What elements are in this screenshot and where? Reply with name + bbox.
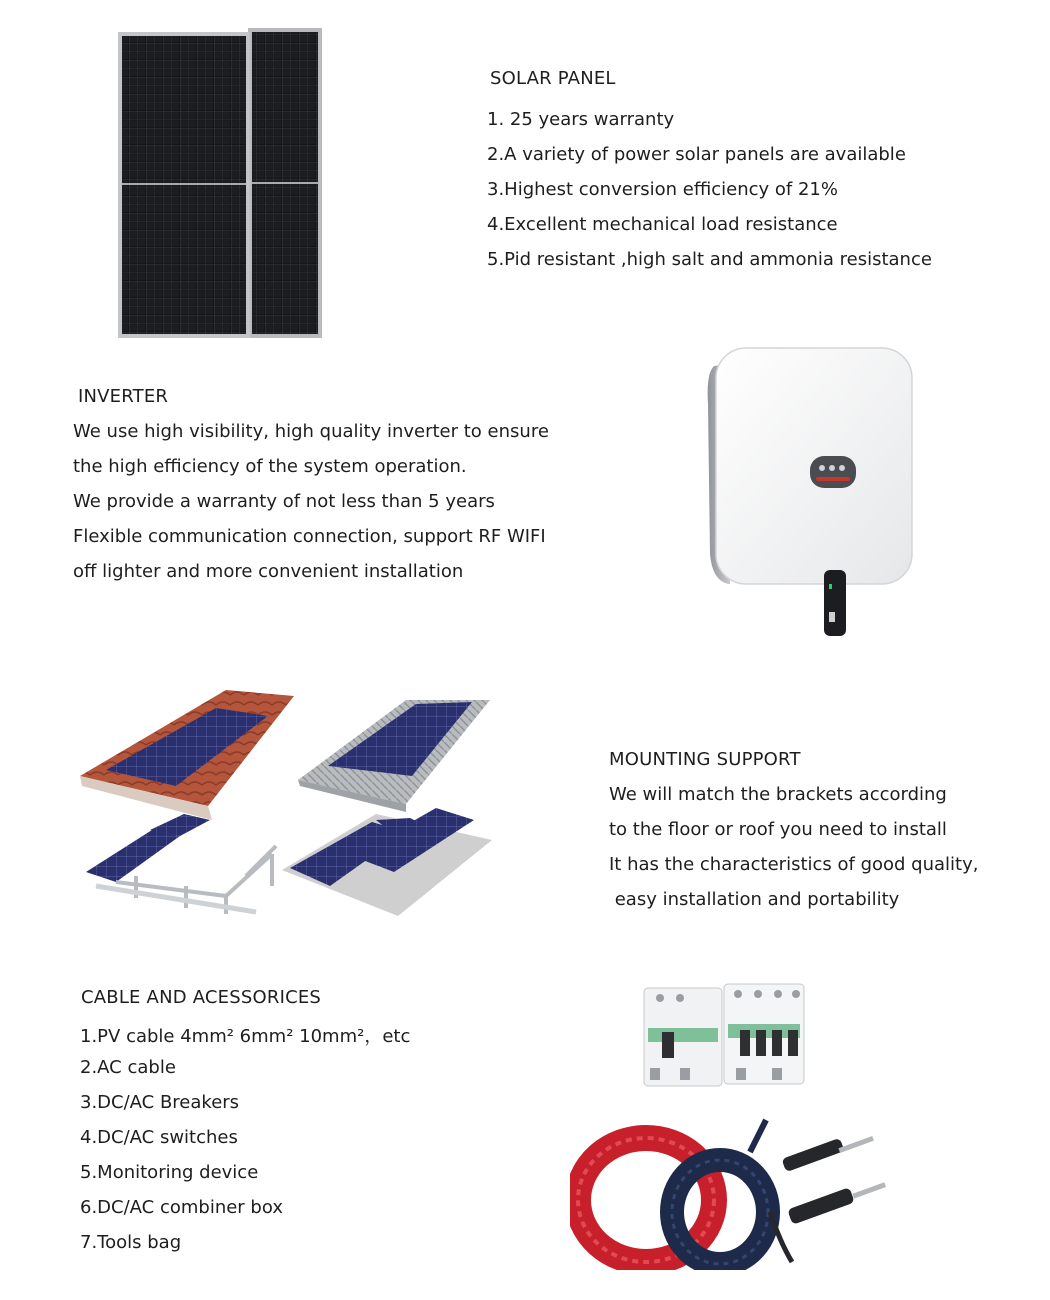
solar-panel-line-2: 2.A variety of power solar panels are available	[487, 144, 906, 165]
cable-line-1: 1.PV cable 4mm² 6mm² 10mm²，etc	[80, 1026, 411, 1047]
mounting-line-2: to the floor or roof you need to install	[609, 819, 947, 840]
cable-line-5: 5.Monitoring device	[80, 1162, 259, 1183]
mounting-line-3: It has the characteristics of good quality,	[609, 854, 979, 875]
inverter-line-2: the high efficiency of the system operation.	[73, 456, 467, 477]
mounting-line-1: We will match the brackets according	[609, 784, 947, 805]
solar-panel-line-4: 4.Excellent mechanical load resistance	[487, 214, 838, 235]
inverter-line-1: We use high visibility, high quality inverter to ensure	[73, 421, 549, 442]
solar-panel-line-1: 1. 25 years warranty	[487, 109, 675, 130]
breaker-image	[640, 980, 808, 1092]
cable-line-4: 4.DC/AC switches	[80, 1127, 238, 1148]
inverter-line-4: Flexible communication connection, support RF WIFI	[73, 526, 546, 547]
cable-line-3: 3.DC/AC Breakers	[80, 1092, 240, 1113]
inverter-title: INVERTER	[78, 386, 169, 407]
pv-cable-image	[570, 1112, 920, 1270]
solar-panel-line-3: 3.Highest conversion efficiency of 21%	[487, 179, 838, 200]
solar-panel-line-5: 5.Pid resistant ,high salt and ammonia resistance	[487, 249, 932, 270]
cable-line-6: 6.DC/AC combiner box	[80, 1197, 283, 1218]
cable-line-7: 7.Tools bag	[80, 1232, 182, 1253]
solar-panel-title: SOLAR PANEL	[490, 68, 616, 89]
inverter-image	[700, 344, 918, 640]
mounting-line-4: easy installation and portability	[609, 889, 900, 910]
inverter-line-3: We provide a warranty of not less than 5 years	[73, 491, 495, 512]
solar-panel-image	[112, 26, 324, 340]
cable-line-2: 2.AC cable	[80, 1057, 176, 1078]
mounting-support-image	[76, 686, 496, 922]
cable-title: CABLE AND ACESSORICES	[81, 987, 322, 1008]
inverter-line-5: off lighter and more convenient installation	[73, 561, 464, 582]
mounting-title: MOUNTING SUPPORT	[609, 749, 801, 770]
